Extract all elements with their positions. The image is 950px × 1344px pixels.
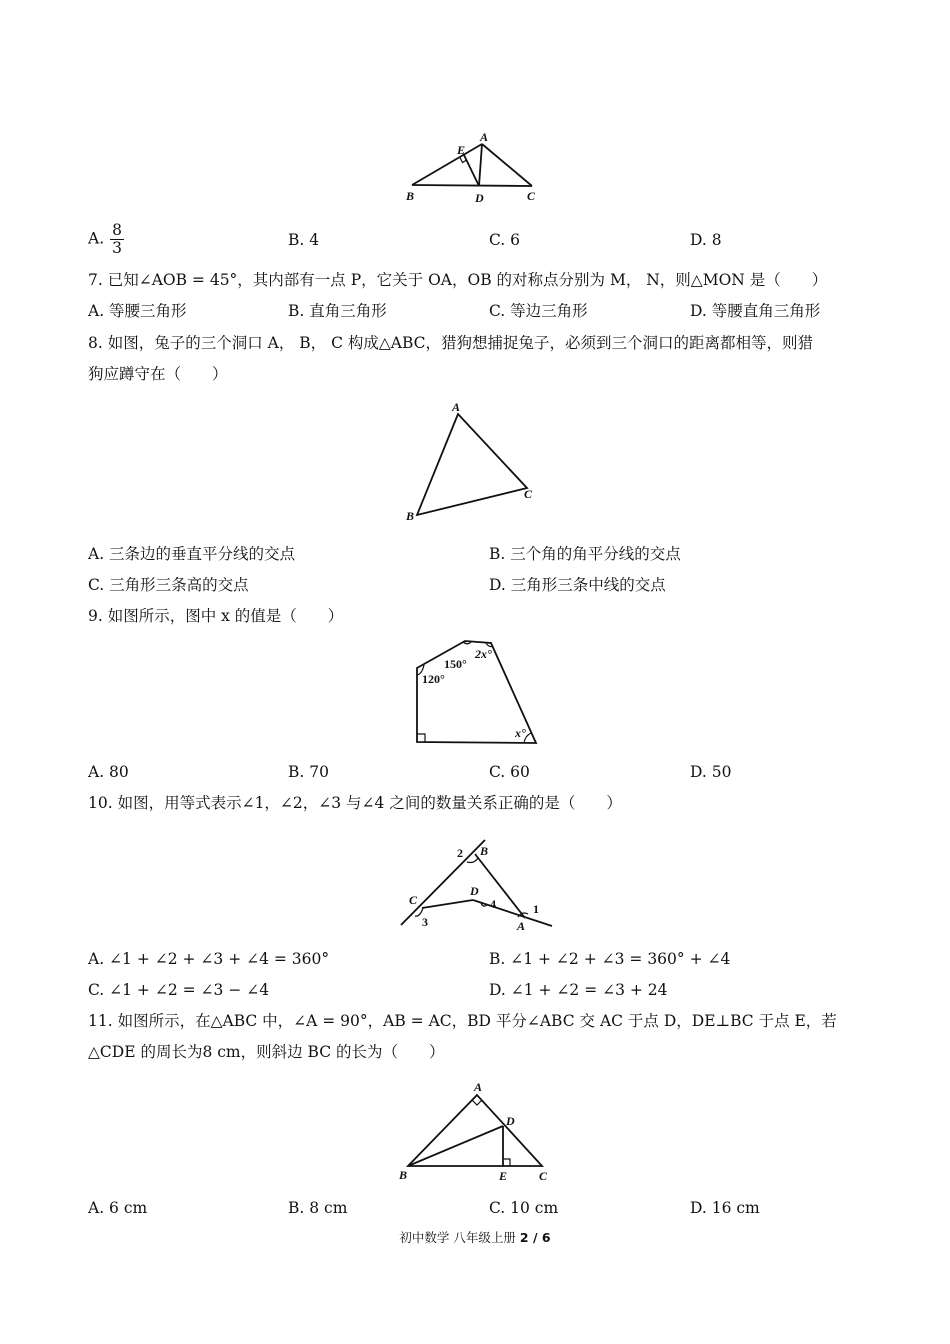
q8-figure xyxy=(400,398,550,528)
q8-option-b[interactable]: B. 三个角的角平分线的交点 xyxy=(489,545,681,563)
q10-option-a[interactable]: A. ∠1 + ∠2 + ∠3 + ∠4 = 360° xyxy=(88,950,330,968)
q10-figure xyxy=(395,838,555,938)
q7-option-b[interactable]: B. 直角三角形 xyxy=(288,302,387,320)
q9-figure xyxy=(400,632,550,752)
q11-option-c[interactable]: C. 10 cm xyxy=(489,1199,559,1217)
q9-label-120: 120° xyxy=(422,672,445,686)
q6-option-c[interactable]: C. 6 xyxy=(489,231,521,249)
q11-stem-line1: 11. 如图所示，在△ABC 中，∠A = 90°，AB = AC，BD 平分∠ABC 交 AC 于点 D，DE⊥BC 于点 E，若 xyxy=(88,1012,837,1030)
page-footer xyxy=(0,1228,950,1246)
q9-option-b[interactable]: B. 70 xyxy=(288,763,329,781)
q8-label-a: A xyxy=(452,400,461,414)
q11-option-a[interactable]: A. 6 cm xyxy=(88,1199,148,1217)
q6-label-d: D xyxy=(475,191,484,205)
q9-right-angle-mark xyxy=(417,734,425,742)
q10-option-b[interactable]: B. ∠1 + ∠2 + ∠3 = 360° + ∠4 xyxy=(489,950,731,968)
q9-option-d[interactable]: D. 50 xyxy=(690,763,732,781)
q6-option-a[interactable]: A. $\frac{8}{3}$ xyxy=(88,221,122,257)
q11-right-angle-a xyxy=(472,1100,482,1105)
q11-triangle xyxy=(408,1095,542,1166)
q10-line-da xyxy=(473,900,552,926)
q11-option-d[interactable]: D. 16 cm xyxy=(690,1199,760,1217)
q11-label-e: E xyxy=(499,1169,508,1183)
q6-label-c: C xyxy=(527,189,536,203)
q6-label-e: E xyxy=(457,143,466,157)
q10-label-4: 4 xyxy=(490,897,496,911)
q7-option-c[interactable]: C. 等边三角形 xyxy=(489,302,588,320)
q10-label-3: 3 xyxy=(422,915,428,929)
q10-label-2: 2 xyxy=(457,846,463,860)
q6-side-bc xyxy=(412,185,532,186)
q6-side-ac xyxy=(482,144,532,186)
q6-fraction: $\frac{8}{3}$ xyxy=(112,221,122,257)
q6-segment-ad xyxy=(479,144,482,186)
q11-label-c: C xyxy=(539,1169,548,1183)
page-number: 2 / 6 xyxy=(519,1230,551,1245)
q10-stem: 10. 如图，用等式表示∠1，∠2，∠3 与∠4 之间的数量关系正确的是（ ） xyxy=(88,794,622,812)
footer-text: 初中数学 八年级上册 xyxy=(399,1230,516,1245)
q6-option-b[interactable]: B. 4 xyxy=(288,231,320,249)
q10-option-d[interactable]: D. ∠1 + ∠2 = ∠3 + 24 xyxy=(489,981,668,999)
q10-segment-cd xyxy=(422,900,473,908)
q6-option-d[interactable]: D. 8 xyxy=(690,231,722,249)
q10-label-d: D xyxy=(470,884,479,898)
q7-option-d[interactable]: D. 等腰直角三角形 xyxy=(690,302,821,320)
q11-right-angle-e xyxy=(503,1159,510,1166)
q8-stem-line1: 8. 如图，兔子的三个洞口 A， B， C 构成△ABC，猎狗想捕捉兔子，必须到三个洞口的距离都相等，则猎 xyxy=(88,334,814,352)
q11-label-b: B xyxy=(399,1168,408,1182)
q6-label-a: A xyxy=(480,130,489,144)
q10-label-a: A xyxy=(517,919,526,933)
q7-stem: 7. 已知∠AOB = 45°，其内部有一点 P，它关于 OA，OB 的对称点分别为 M， N，则△MON 是（ ） xyxy=(88,271,828,289)
q11-segment-bd xyxy=(408,1126,503,1166)
q10-line-cb xyxy=(401,840,485,925)
q9-option-a[interactable]: A. 80 xyxy=(88,763,129,781)
q8-triangle xyxy=(417,414,527,515)
q9-label-150: 150° xyxy=(444,657,467,671)
q9-label-x: x° xyxy=(515,726,526,740)
q6-label-b: B xyxy=(406,189,415,203)
q9-label-2x: 2x° xyxy=(475,647,492,661)
q11-figure xyxy=(395,1078,555,1188)
q8-option-d[interactable]: D. 三角形三条中线的交点 xyxy=(489,576,666,594)
q7-option-a[interactable]: A. 等腰三角形 xyxy=(88,302,187,320)
q6-side-ab xyxy=(412,144,482,185)
q10-angle-arc-2 xyxy=(467,858,478,863)
q8-stem-line2: 狗应蹲守在（ ） xyxy=(88,365,228,383)
q10-option-c[interactable]: C. ∠1 + ∠2 = ∠3 − ∠4 xyxy=(88,981,270,999)
q11-option-b[interactable]: B. 8 cm xyxy=(288,1199,348,1217)
q10-label-1: 1 xyxy=(533,902,539,916)
q8-option-a[interactable]: A. 三条边的垂直平分线的交点 xyxy=(88,545,296,563)
q8-label-c: C xyxy=(524,487,533,501)
q11-label-a: A xyxy=(474,1080,483,1094)
q6-figure xyxy=(400,128,550,208)
q10-label-c: C xyxy=(409,893,418,907)
q10-label-b: B xyxy=(480,844,489,858)
q11-label-d: D xyxy=(506,1114,515,1128)
q11-stem-line2: △CDE 的周长为8 cm，则斜边 BC 的长为（ ） xyxy=(88,1043,445,1061)
q9-option-c[interactable]: C. 60 xyxy=(489,763,530,781)
q8-label-b: B xyxy=(406,509,415,523)
q9-stem: 9. 如图所示，图中 x 的值是（ ） xyxy=(88,607,344,625)
q8-option-c[interactable]: C. 三角形三条高的交点 xyxy=(88,576,249,594)
